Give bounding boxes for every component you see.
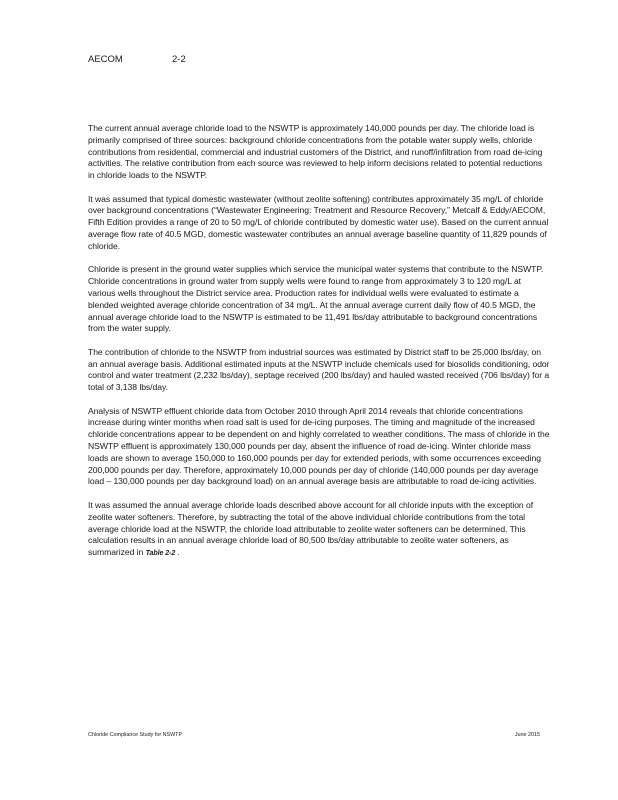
paragraph: Chloride is present in the ground water supplies which service the municipal water systems that contribute to the NSWTP. Chloride concentrations in ground water from supply wells were found to range from approximately 3 to 120 mg/L at various wells throughout the District service area. Production rates for individual wells were evaluated to estimate a blended weighted average chloride concentration of 34 mg/L. At the annual average current daily flow of 40.5 MGD, the annual average chloride load to the NSWTP is estimated to be 11,491 lbs/day attributable to background concentrations from the water supply. <box>88 264 544 334</box>
header-page-number: 2-2 <box>172 54 186 65</box>
paragraph: The contribution of chloride to the NSWTP from industrial sources was estimated by District staff to be 25,000 lbs/day, on an annual average basis. Additional estimated inputs at the NSWTP include chemicals used for biosolids conditioning, odor control and water treatment (2,232 lbs/day), septage received (200 lbs/day) and hauled wasted received (706 lbs/day) for a total of 3,138 lbs/day. <box>88 346 550 393</box>
page-header <box>88 54 186 65</box>
footer-title: Chloride Compliance Study for NSWTP <box>88 732 183 738</box>
document-body <box>88 123 550 572</box>
paragraph-last-text: It was assumed the annual average chloride loads described above account for all chloride inputs with the exception of zeolite water softeners. Therefore, by subtracting the total of the above individual chloride contributions from the total average chloride load at the NSWTP, the chloride load attributable to zeolite water softeners can be determined. This calculation results in an annual average chloride load of 80,500 lbs/day attributable to zeolite water softeners, as summarized in <box>88 499 534 558</box>
table-reference-link[interactable]: Table 2-2 <box>145 550 176 558</box>
header-org: AECOM <box>88 54 123 65</box>
footer-date: June 2015 <box>514 732 540 738</box>
paragraph-last <box>88 500 550 560</box>
paragraph: Analysis of NSWTP effluent chloride data from October 2010 through April 2014 reveals that chloride concentrations increase during winter months when road salt is used for de-icing purposes. The timing and magnitude of the increased chloride concentrations appear to be dependent on and highly correlated to weather conditions. The mass of chloride in the NSWTP effluent is approximately 130,000 pounds per day, absent the influence of road de-icing. Winter chloride mass loads are shown to average 150,000 to 160,000 pounds per day for extended periods, with some occurrences exceeding 200,000 pounds per day. Therefore, approximately 10,000 pounds per day of chloride (140,000 pounds per day average load – 130,000 pounds per day background load) on an annual average basis are attributable to road de-icing activities. <box>88 405 550 487</box>
page-footer <box>88 732 540 738</box>
paragraph-last-end: . <box>175 547 180 558</box>
paragraph: The current annual average chloride load to the NSWTP is approximately 140,000 pounds per day. The chloride load is primarily comprised of three sources: background chloride concentrations from the potable water supply wells, chloride contributions from residential, commercial and industrial customers of the District, and runoff/infiltration from road de-icing activities. The relative contribution from each source was reviewed to help inform decisions related to potential reductions in chloride loads to the NSWTP. <box>88 123 543 181</box>
paragraph: It was assumed that typical domestic wastewater (without zeolite softening) contributes approximately 35 mg/L of chloride over background concentrations (“Wastewater Engineering: Treatment and Resource Recovery,” Metcalf & Eddy/AECOM, Fifth Edition provides a range of 20 to 50 mg/L of chloride contributed by domestic water use). Based on the current annual average flow rate of 40.5 MGD, domestic wastewater contributes an annual average baseline quantity of 11,829 pounds of chloride. <box>88 193 549 251</box>
